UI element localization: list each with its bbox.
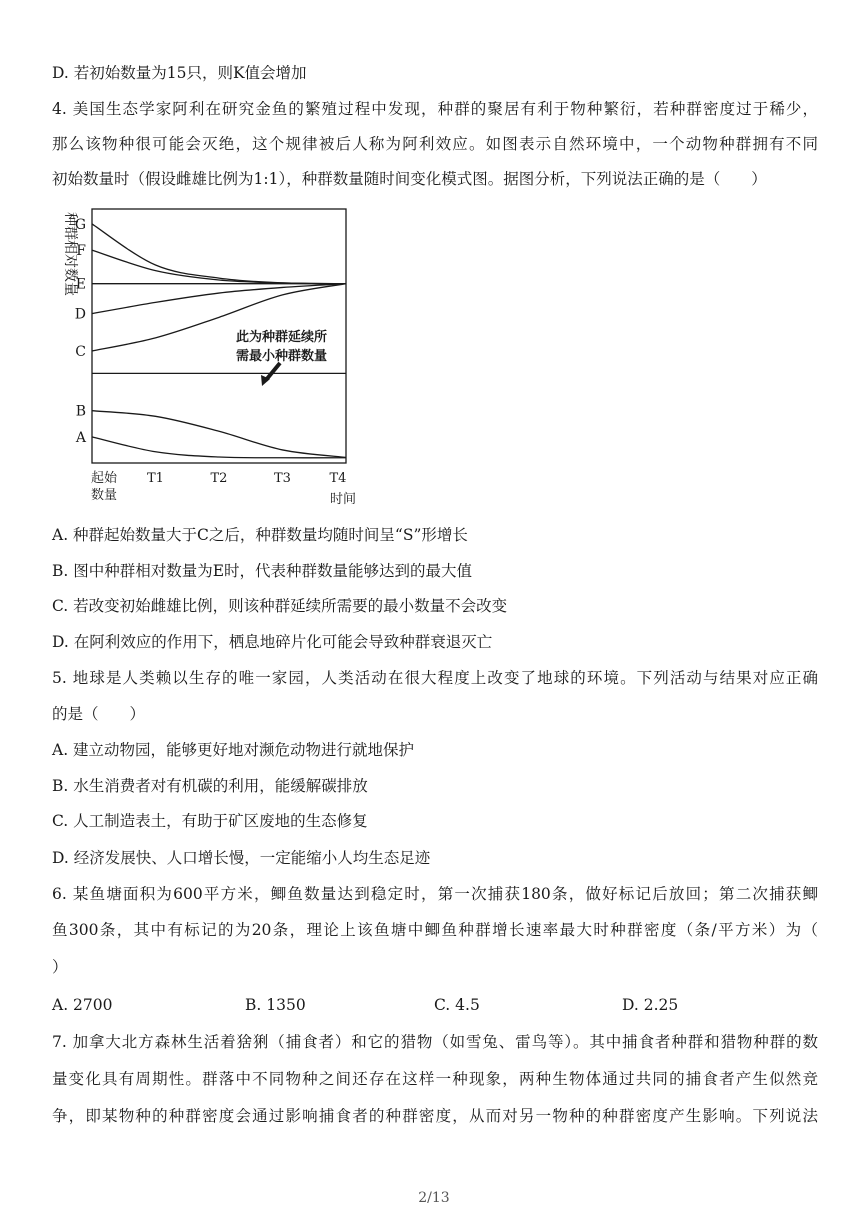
series-line-D xyxy=(92,284,346,314)
question-4-option-c: C. 若改变初始雌雄比例，则该种群延续所需要的最小数量不会改变 xyxy=(52,597,508,615)
question-5-stem-line-2: 的是（ ） xyxy=(52,705,146,723)
question-6-option-a: A. 2700 xyxy=(52,996,113,1014)
page-number: 2/13 xyxy=(418,1190,450,1206)
question-5-option-d: D. 经济发展快、人口增长慢，一定能缩小人均生态足迹 xyxy=(52,849,431,867)
question-6-stem-line-2: 鱼300条，其中有标记的为20条，理论上该鱼塘中鲫鱼种群增长速率最大时种群密度（条/平方米）为（ xyxy=(52,921,818,939)
x-tick-T2: T2 xyxy=(210,471,228,486)
question-4-stem-line-2: 那么该物种很可能会灭绝，这个规律被后人称为阿利效应。如图表示自然环境中，一个动物种群拥有不同 xyxy=(52,135,818,153)
x-tick-labels xyxy=(91,470,346,503)
question-3-option-d: D. 若初始数量为15只，则K值会增加 xyxy=(52,64,307,82)
y-tick-G: G xyxy=(74,216,86,233)
question-5-option-c: C. 人工制造表土，有助于矿区废地的生态修复 xyxy=(52,812,368,830)
series-line-G xyxy=(92,224,346,284)
series-line-B xyxy=(92,411,346,458)
y-tick-C: C xyxy=(75,343,86,360)
question-6-option-b: B. 1350 xyxy=(245,996,306,1014)
annotation-line-1: 此为种群延续所 xyxy=(236,330,328,345)
y-axis-label: 种群相对数量 xyxy=(62,212,78,296)
question-7-stem-line-2: 量变化具有周期性。群落中不同物种之间还存在这样一种现象，两种生物体通过共同的捕食者产生似然竞 xyxy=(52,1070,818,1088)
question-4-option-b: B. 图中种群相对数量为E时，代表种群数量能够达到的最大值 xyxy=(52,562,473,580)
x-tick-T3: T3 xyxy=(274,471,291,486)
y-tick-E: E xyxy=(75,276,86,293)
x-axis-label: 时间 xyxy=(330,492,357,507)
population-chart xyxy=(52,200,382,510)
x-tick-start-line-2: 数量 xyxy=(90,488,118,503)
x-tick-T4: T4 xyxy=(329,471,347,486)
y-tick-F: F xyxy=(76,243,86,260)
question-5-stem-line-1: 5. 地球是人类赖以生存的唯一家园，人类活动在很大程度上改变了地球的环境。下列活动与结果对应正确 xyxy=(52,669,818,687)
question-6-stem-line-1: 6. 某鱼塘面积为600平方米，鲫鱼数量达到稳定时，第一次捕获180条，做好标记后放回；第二次捕获鲫 xyxy=(52,885,818,903)
question-4-stem-line-3: 初始数量时（假设雌雄比例为1:1），种群数量随时间变化模式图。据图分析，下列说法正确的是（ ） xyxy=(52,170,767,188)
question-7-stem-line-3: 争，即某物种的种群密度会通过影响捕食者的种群密度，从而对另一物种的种群密度产生影响。下列说法 xyxy=(52,1107,818,1125)
y-tick-B: B xyxy=(75,403,86,420)
question-6-stem-line-3: ） xyxy=(52,958,68,976)
annotation-arrow xyxy=(266,363,280,380)
x-tick-start-line-1: 起始 xyxy=(90,471,118,486)
question-4-option-d: D. 在阿利效应的作用下，栖息地碎片化可能会导致种群衰退灭亡 xyxy=(52,633,493,651)
y-tick-A: A xyxy=(75,429,86,446)
question-7-stem-line-1: 7. 加拿大北方森林生活着猞猁（捕食者）和它的猎物（如雪兔、雷鸟等）。其中捕食者种群和猎物种群的数 xyxy=(52,1033,818,1051)
y-tick-D: D xyxy=(74,306,86,323)
question-4-stem-line-1: 4. 美国生态学家阿利在研究金鱼的繁殖过程中发现，种群的聚居有利于物种繁衍，若种群密度过于稀少， xyxy=(52,100,818,118)
question-6-option-d: D. 2.25 xyxy=(622,996,679,1014)
annotation-line-2: 需最小种群数量 xyxy=(236,349,328,364)
question-5-option-a: A. 建立动物园，能够更好地对濒危动物进行就地保护 xyxy=(52,741,415,759)
question-4-option-a: A. 种群起始数量大于C之后，种群数量均随时间呈“S”形增长 xyxy=(52,526,468,544)
x-tick-T1: T1 xyxy=(147,471,164,486)
series-line-A xyxy=(92,437,346,458)
question-5-option-b: B. 水生消费者对有机碳的利用，能缓解碳排放 xyxy=(52,777,368,795)
question-6-option-c: C. 4.5 xyxy=(434,996,480,1014)
question-6-options xyxy=(52,996,752,1016)
